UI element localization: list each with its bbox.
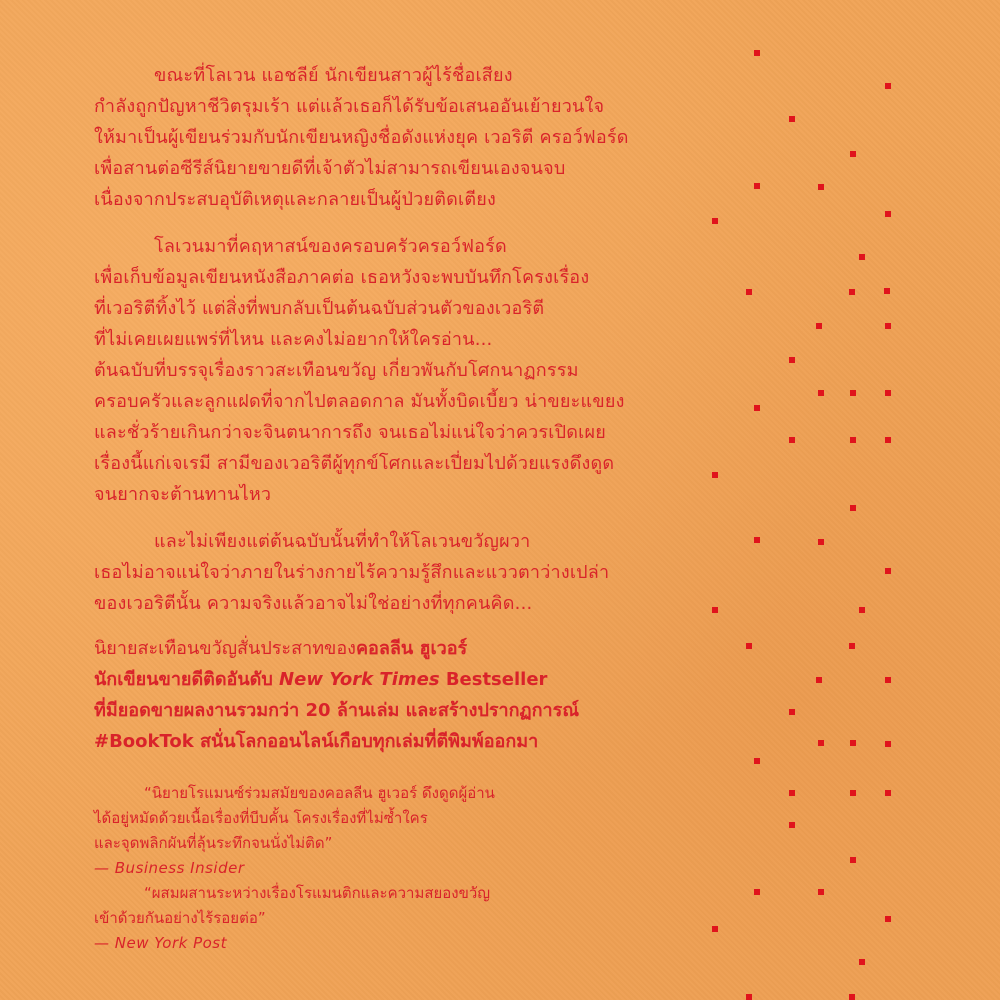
text-line: และชั่วร้ายเกินกว่าจะจินตนาการถึง จนเธอไม่แน่ใจว่าควรเปิดเผย (94, 422, 606, 443)
decorative-dot (754, 405, 760, 411)
decorative-dot (850, 857, 856, 863)
decorative-dot (789, 116, 795, 122)
review-quote-2 (94, 881, 754, 956)
decorative-dot (818, 889, 824, 895)
decorative-dot (789, 709, 795, 715)
decorative-dot (754, 758, 760, 764)
text-line: โลเวนมาที่คฤหาสน์ของครอบครัวครอว์ฟอร์ด (154, 236, 507, 257)
decorative-dot (885, 741, 891, 747)
text-line: กำลังถูกปัญหาชีวิตรุมเร้า แต่แล้วเธอก็ได้รับข้อเสนออันเย้ายวนใจ (94, 96, 605, 117)
decorative-dot (859, 254, 865, 260)
decorative-dot (746, 994, 752, 1000)
decorative-dot (850, 505, 856, 511)
decorative-dot (885, 390, 891, 396)
decorative-dot (885, 437, 891, 443)
synopsis-paragraph-2 (94, 231, 754, 510)
text-line: จนยากจะต้านทานไหว (94, 484, 272, 505)
blurb-bestseller-suffix: Bestseller (439, 669, 548, 690)
decorative-dot (816, 323, 822, 329)
text-line: ให้มาเป็นผู้เขียนร่วมกับนักเขียนหญิงชื่อดังแห่งยุค เวอริตี ครอว์ฟอร์ด (94, 127, 629, 148)
decorative-dot (754, 537, 760, 543)
quote-source: — New York Post (94, 934, 227, 952)
text-line: ที่เวอริตีทิ้งไว้ แต่สิ่งที่พบกลับเป็นต้นฉบับส่วนตัวของเวอริตี (94, 298, 545, 319)
review-quote-1 (94, 781, 754, 881)
text-line: เพื่อเก็บข้อมูลเขียนหนังสือภาคต่อ เธอหวังจะพบบันทึกโครงเรื่อง (94, 267, 590, 288)
decorative-dot (789, 790, 795, 796)
author-name: คอลลีน ฮูเวอร์ (355, 638, 468, 659)
decorative-dot (818, 184, 824, 190)
quote-line: “ผสมผสานระหว่างเรื่องโรแมนติกและความสยองขวัญ (144, 884, 491, 902)
quote-line: ได้อยู่หมัดด้วยเนื้อเรื่องที่บีบคั้น โครงเรื่องที่ไม่ซ้ำใคร (94, 809, 428, 827)
text-line: ของเวอริตีนั้น ความจริงแล้วอาจไม่ใช่อย่างที่ทุกคนคิด... (94, 593, 533, 614)
decorative-dot (859, 607, 865, 613)
decorative-dot (818, 539, 824, 545)
decorative-dot (816, 677, 822, 683)
decorative-dot (754, 50, 760, 56)
text-line: และไม่เพียงแต่ต้นฉบับนั้นที่ทำให้โลเวนขวัญผวา (154, 531, 531, 552)
decorative-dot (850, 790, 856, 796)
blurb-line-1 (94, 633, 754, 664)
decorative-dot (859, 959, 865, 965)
decorative-dot (789, 357, 795, 363)
decorative-dot (789, 437, 795, 443)
decorative-dot (850, 151, 856, 157)
decorative-dot (885, 790, 891, 796)
decorative-dot (818, 740, 824, 746)
decorative-dot (754, 889, 760, 895)
blurb-line-4: #BookTok สนั่นโลกออนไลน์เกือบทุกเล่มที่ตีพิมพ์ออกมา (94, 731, 539, 752)
decorative-dot (849, 994, 855, 1000)
quote-source: — Business Insider (94, 859, 245, 877)
synopsis-column (94, 60, 754, 956)
text-line: เธอไม่อาจแน่ใจว่าภายในร่างกายไร้ความรู้สึกและแววตาว่างเปล่า (94, 562, 610, 583)
decorative-dot (754, 183, 760, 189)
text-line: ที่ไม่เคยเผยแพร่ที่ไหน และคงไม่อยากให้ใครอ่าน... (94, 329, 493, 350)
blurb-intro: นิยายสะเทือนขวัญสั่นประสาทของ (94, 638, 356, 659)
synopsis-paragraph-1 (94, 60, 754, 215)
decorative-dot (885, 677, 891, 683)
decorative-dot (885, 83, 891, 89)
text-line: เนื่องจากประสบอุบัติเหตุและกลายเป็นผู้ป่วยติดเตียง (94, 189, 496, 210)
decorative-dot (850, 437, 856, 443)
text-line: เรื่องนี้แก่เจเรมี สามีของเวอริตีผู้ทุกข์โศกและเปี่ยมไปด้วยแรงดึงดูด (94, 453, 615, 474)
decorative-dot (818, 390, 824, 396)
decorative-dot (885, 211, 891, 217)
decorative-dot (850, 740, 856, 746)
decorative-dot (850, 390, 856, 396)
text-line: ต้นฉบับที่บรรจุเรื่องราวสะเทือนขวัญ เกี่ยวพันกับโศกนาฏกรรม (94, 360, 579, 381)
text-line: เพื่อสานต่อซีรีส์นิยายขายดีที่เจ้าตัวไม่สามารถเขียนเองจนจบ (94, 158, 566, 179)
text-line: ครอบครัวและลูกแฝดที่จากไปตลอดกาล มันทั้งบิดเบี้ยว น่าขยะแขยง (94, 391, 625, 412)
decorative-dot (885, 916, 891, 922)
quote-line: และจุดพลิกผันที่ลุ้นระทึกจนนั่งไม่ติด” (94, 834, 333, 852)
decorative-dot (884, 288, 890, 294)
synopsis-paragraph-3 (94, 526, 754, 619)
blurb-bestseller-prefix: นักเขียนขายดีติดอันดับ (94, 669, 280, 690)
decorative-dot (849, 289, 855, 295)
nyt-title: New York Times (279, 669, 440, 690)
decorative-dot (849, 643, 855, 649)
quote-line: “นิยายโรแมนซ์ร่วมสมัยของคอลลีน ฮูเวอร์ ดึงดูดผู้อ่าน (144, 784, 495, 802)
decorative-dot (885, 568, 891, 574)
decorative-dot (789, 822, 795, 828)
blurb-line-3: ที่มียอดขายผลงานรวมกว่า 20 ล้านเล่ม และสร้างปรากฏการณ์ (94, 700, 580, 721)
decorative-dot (885, 323, 891, 329)
quote-line: เข้าด้วยกันอย่างไร้รอยต่อ” (94, 909, 266, 927)
text-line: ขณะที่โลเวน แอชลีย์ นักเขียนสาวผู้ไร้ชื่อเสียง (154, 65, 513, 86)
author-blurb (94, 633, 754, 757)
blurb-line-2 (94, 664, 754, 695)
